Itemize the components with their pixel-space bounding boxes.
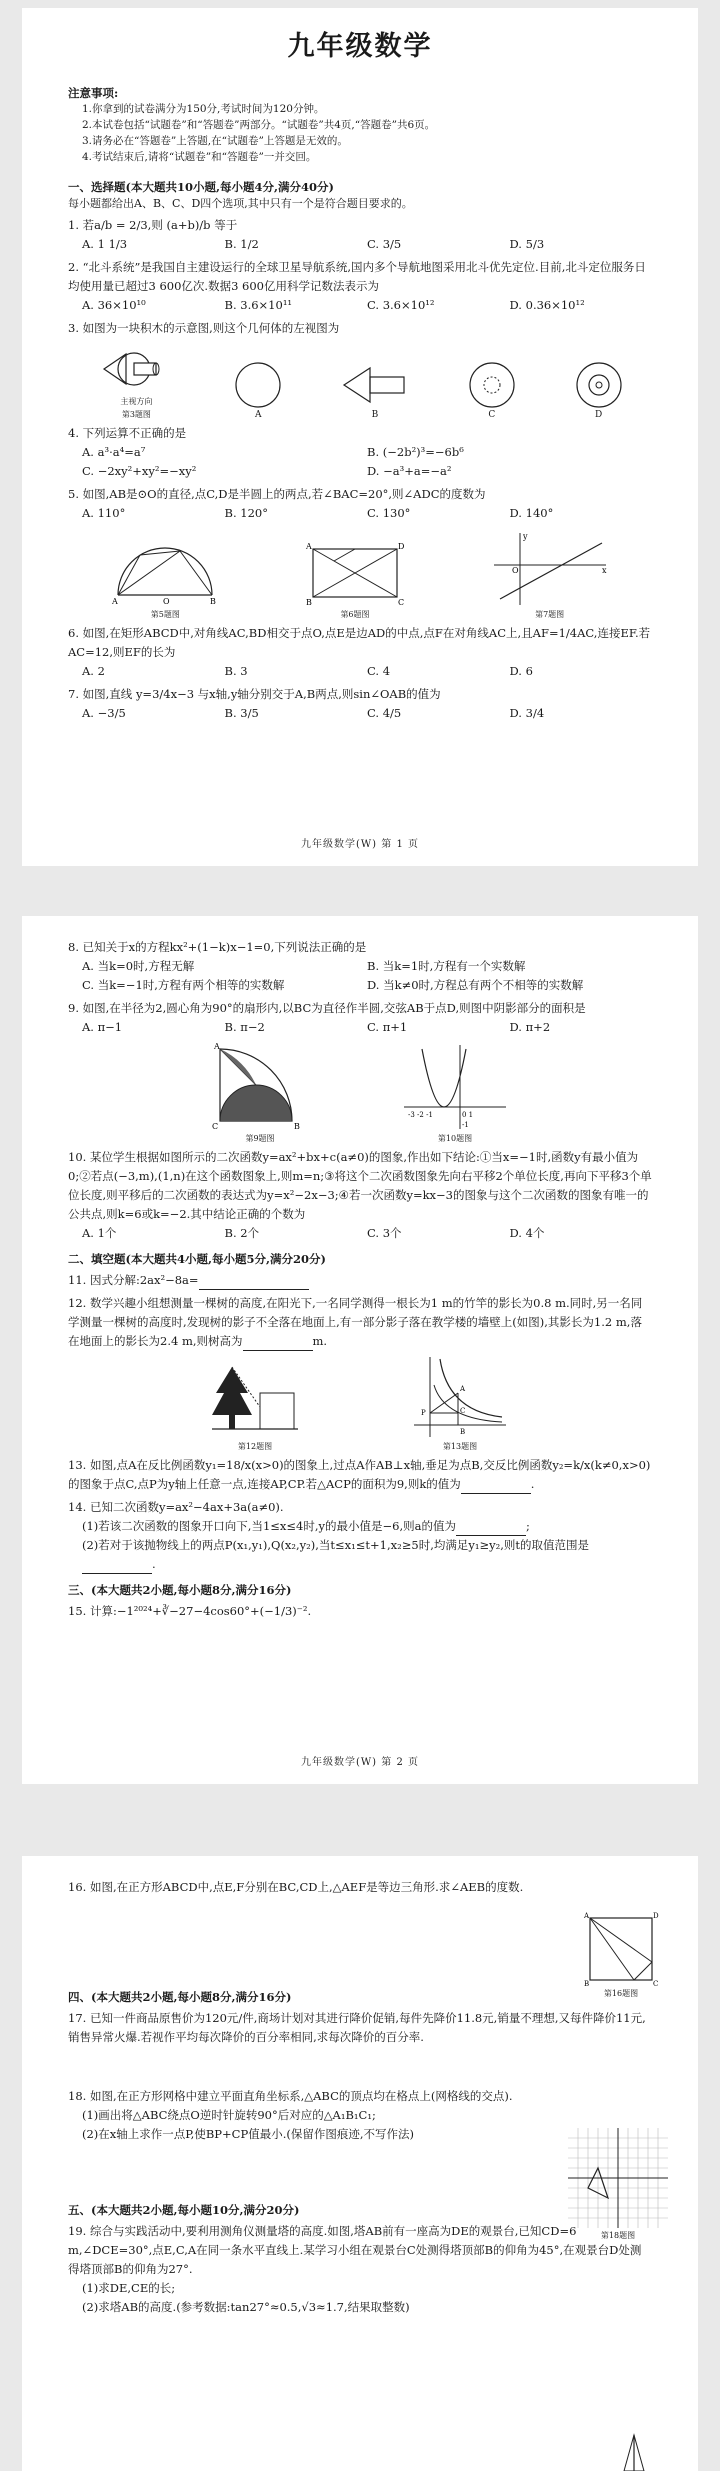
svg-text:C: C bbox=[460, 1407, 466, 1415]
notice-list bbox=[68, 101, 652, 165]
option: D. π+2 bbox=[509, 1020, 551, 1034]
option: A. 1 1/3 bbox=[82, 237, 128, 251]
option: C. 4 bbox=[367, 664, 391, 678]
question-10: 10. 某位学生根据如图所示的二次函数y=ax²+bx+c(a≠0)的图象,作出如下结论:①当x=−1时,函数y有最小值为0;②若点(−3,m),(1,n)在这个函数图象上,则m=n;③将这个二次函数图象先向右平移2个单位长度,再向下平移3个单位长度,则平移后的二次函数的表达式为y=x²−2x−3;④若一次函数y=kx−3的图象与这个二次函数的图象有唯一的公共点,则k=6或k=−2.其中结论正确的个数为 bbox=[68, 1150, 652, 1221]
svg-text:P: P bbox=[421, 1409, 426, 1417]
option: C. 4/5 bbox=[367, 706, 402, 720]
option-label: A bbox=[254, 410, 262, 420]
options-q1 bbox=[68, 235, 652, 254]
question-2: 2. “北斗系统”是我国自主建设运行的全球卫星导航系统,国内多个导航地图采用北斗优先定位.目前,北斗定位服务日均使用量已超过3 600亿次.数据3 600亿用科学记数法表示为 bbox=[68, 260, 646, 293]
option: B. 120° bbox=[224, 506, 268, 520]
tower-figure-partial bbox=[604, 2431, 664, 2471]
options-q7 bbox=[68, 704, 652, 723]
figure-option-c bbox=[467, 360, 517, 420]
option: D. 140° bbox=[509, 506, 554, 520]
option: B. 3/5 bbox=[224, 706, 259, 720]
question-14-part-1: (1)若该二次函数的图象开口向下,当1≤x≤4时,y的最小值是−6,则a的值为 ; bbox=[68, 1517, 652, 1536]
question-18: 18. 如图,在正方形网格中建立平面直角坐标系,△ABC的顶点均在格点上(网格线的交点). bbox=[68, 2089, 513, 2103]
option: C. π+1 bbox=[367, 1020, 408, 1034]
figure-12 bbox=[210, 1363, 300, 1452]
options-q10 bbox=[68, 1224, 652, 1243]
figure-caption: 第6题图 bbox=[340, 610, 370, 619]
figure-18 bbox=[568, 2128, 668, 2241]
option: B. (−2b²)³=−6b⁶ bbox=[367, 445, 464, 459]
svg-text:A: A bbox=[214, 1042, 220, 1051]
section-heading: 一、选择题(本大题共10小题,每小题4分,满分40分) bbox=[68, 180, 334, 194]
option: D. 6 bbox=[509, 664, 533, 678]
question-text: 11. 因式分解:2ax²−8a= bbox=[68, 1273, 199, 1287]
option: A. −3/5 bbox=[82, 706, 126, 720]
svg-text:C: C bbox=[397, 598, 405, 607]
answer-blank bbox=[199, 1277, 309, 1290]
question-18-part-1: (1)画出将△ABC绕点O逆时针旋转90°后对应的△A₁B₁C₁; bbox=[82, 2108, 376, 2122]
question-4: 4. 下列运算不正确的是 bbox=[68, 426, 187, 440]
option: B. 3.6×10¹¹ bbox=[224, 298, 293, 312]
svg-text:0 1: 0 1 bbox=[462, 1111, 474, 1119]
question-1: 1. 若a/b = 2/3,则 (a+b)/b 等于 bbox=[68, 218, 238, 232]
figure-option-a bbox=[233, 360, 283, 420]
figure-caption: 第9题图 bbox=[245, 1134, 275, 1143]
option-label: C bbox=[488, 410, 496, 420]
question-text: 12. 数学兴趣小组想测量一棵树的高度,在阳光下,一名同学测得一根长为1 m的竹竿的影长为0.8 m.同时,另一名同学测量一棵树的高度时,发现树的影子不全落在地面上,有一部分影子落在教学楼的墙壁上(如图),其影长为1.2 m,落在地面上的影长为2.4 m,则树高为 bbox=[68, 1296, 643, 1348]
svg-text:C: C bbox=[212, 1122, 219, 1131]
question-17: 17. 已知一件商品原售价为120元/件,商场计划对其进行降价促销,每件先降价11.8元,销量不理想,又每件降价11元,销售异常火爆.若视作平均每次降价的百分率相同,求每次降价的百分率. bbox=[68, 2011, 646, 2044]
section-heading: 四、(本大题共2小题,每小题8分,满分16分) bbox=[68, 1990, 292, 2004]
question-14: 14. 已知二次函数y=ax²−4ax+3a(a≠0). bbox=[68, 1500, 284, 1514]
question-6: 6. 如图,在矩形ABCD中,对角线AC,BD相交于点O,点E是边AD的中点,点F在对角线AC上,且AF=1/4AC,连接EF.若AC=12,则EF的长为 bbox=[68, 626, 651, 659]
option: A. 当k=0时,方程无解 bbox=[82, 959, 195, 973]
options-q8 bbox=[68, 957, 652, 995]
option: D. −a³+a=−a² bbox=[367, 464, 452, 478]
question-12 bbox=[68, 1294, 652, 1351]
svg-text:-3 -2 -1: -3 -2 -1 bbox=[408, 1111, 433, 1119]
exam-page-1 bbox=[22, 8, 698, 866]
notice-item: 4.考试结束后,请将“试题卷”和“答题卷”一并交回。 bbox=[82, 151, 317, 163]
figure-option-b bbox=[340, 360, 410, 420]
figure-caption: 第12题图 bbox=[237, 1442, 273, 1451]
option: D. 0.36×10¹² bbox=[509, 298, 585, 312]
figure-6 bbox=[305, 541, 405, 620]
exam-page-3 bbox=[22, 1856, 698, 2471]
exam-title: 九年级数学 bbox=[287, 31, 433, 62]
figure-10 bbox=[400, 1041, 510, 1144]
svg-text:B: B bbox=[584, 1980, 590, 1988]
svg-text:B: B bbox=[460, 1428, 466, 1436]
figures-q5-q7 bbox=[68, 531, 652, 620]
option: C. −2xy²+xy²=−xy² bbox=[82, 464, 197, 478]
notice-heading: 注意事项: bbox=[68, 86, 119, 100]
option: A. 36×10¹⁰ bbox=[82, 298, 146, 312]
option: A. a³·a⁴=a⁷ bbox=[82, 445, 146, 459]
figures-q9-q10 bbox=[68, 1041, 652, 1144]
question-text: (2)若对于该抛物线上的两点P(x₁,y₁),Q(x₂,y₂),当t≤x₁≤t+1,x₂≥5时,均满足y₁≥y₂,则t的取值范围是 bbox=[82, 1538, 589, 1552]
svg-text:A: A bbox=[584, 1912, 590, 1920]
option: C. 3/5 bbox=[367, 237, 402, 251]
block-figure bbox=[96, 342, 176, 396]
option-label: B bbox=[371, 410, 379, 420]
figures-q12-q13 bbox=[68, 1355, 652, 1452]
notice-item: 1.你拿到的试卷满分为150分,考试时间为120分钟。 bbox=[82, 103, 325, 115]
figures-q3 bbox=[68, 342, 652, 420]
option: A. 110° bbox=[82, 506, 126, 520]
section-heading: 二、填空题(本大题共4小题,每小题5分,满分20分) bbox=[68, 1252, 326, 1266]
figure-caption: 第3题图 bbox=[121, 410, 151, 419]
section-heading: 五、(本大题共2小题,每小题10分,满分20分) bbox=[68, 2203, 300, 2217]
figure-caption: 第16题图 bbox=[603, 1989, 639, 1998]
question-11 bbox=[68, 1271, 652, 1290]
figure-caption: 第18题图 bbox=[600, 2231, 636, 2240]
answer-blank bbox=[461, 1481, 531, 1494]
svg-text:y: y bbox=[522, 532, 528, 541]
notice-item: 3.请务必在“答题卷”上答题,在“试题卷”上答题是无效的。 bbox=[82, 135, 348, 147]
option: A. 2 bbox=[82, 664, 105, 678]
figure-caption: 第13题图 bbox=[442, 1442, 478, 1451]
svg-text:C: C bbox=[653, 1980, 659, 1988]
option: D. 4个 bbox=[509, 1226, 545, 1240]
option: B. 2个 bbox=[224, 1226, 260, 1240]
question-7: 7. 如图,直线 y=3/4x−3 与x轴,y轴分别交于A,B两点,则sin∠OAB的值为 bbox=[68, 687, 441, 701]
option: D. 5/3 bbox=[509, 237, 545, 251]
exam-page-2 bbox=[22, 916, 698, 1784]
svg-text:A: A bbox=[460, 1385, 466, 1393]
unit: m. bbox=[312, 1334, 328, 1348]
options-q2 bbox=[68, 296, 652, 315]
figure-caption: 第10题图 bbox=[437, 1134, 473, 1143]
option: A. 1个 bbox=[82, 1226, 117, 1240]
option: C. 3个 bbox=[367, 1226, 402, 1240]
svg-text:A: A bbox=[305, 542, 312, 551]
figure-block bbox=[96, 342, 176, 420]
options-q5 bbox=[68, 504, 652, 523]
svg-text:x: x bbox=[601, 566, 607, 575]
svg-text:O: O bbox=[163, 597, 170, 606]
option-label: D bbox=[594, 410, 603, 420]
option: D. 当k≠0时,方程总有两个不相等的实数解 bbox=[367, 978, 584, 992]
view-direction-label: 主视方向 bbox=[120, 397, 153, 406]
question-15: 15. 计算:−1²⁰²⁴+∛−27−4cos60°+(−1/3)⁻². bbox=[68, 1604, 312, 1618]
question-text: 13. 如图,点A在反比例函数y₁=18/x(x>0)的图象上,过点A作AB⊥x轴,垂足为点B,交反比例函数y₂=k/x(k≠0,x>0)的图象于点C,点P为y轴上任意一点,连接AP,CP.若△ACP的面积为9,则k的值为 bbox=[68, 1458, 651, 1491]
figure-caption: 第7题图 bbox=[535, 610, 565, 619]
figure-5 bbox=[110, 537, 220, 620]
option: B. 1/2 bbox=[224, 237, 259, 251]
page-footer: 九年级数学(W) 第 2 页 bbox=[301, 1757, 419, 1768]
question-text: (1)若该二次函数的图象开口向下,当1≤x≤4时,y的最小值是−6,则a的值为 bbox=[82, 1519, 456, 1533]
svg-text:D: D bbox=[397, 542, 405, 551]
svg-text:A: A bbox=[112, 597, 119, 606]
svg-text:B: B bbox=[305, 598, 312, 607]
option: B. 3 bbox=[224, 664, 248, 678]
option: B. 当k=1时,方程有一个实数解 bbox=[367, 959, 526, 973]
figure-caption: 第5题图 bbox=[150, 610, 180, 619]
svg-text:B: B bbox=[210, 597, 217, 606]
answer-blank bbox=[243, 1338, 313, 1351]
question-19: 19. 综合与实践活动中,要利用测角仪测量塔的高度.如图,塔AB前有一座高为DE的观景台,已知CD=6 m,∠DCE=30°,点E,C,A在同一条水平直线上.某学习小组在观景台C处测得塔顶部B的仰角为45°,在观景台D处测得塔顶部B的仰角为27°. bbox=[68, 2224, 642, 2276]
notice-item: 2.本试卷包括“试题卷”和“答题卷”两部分。“试题卷”共4页,“答题卷”共6页。 bbox=[82, 119, 436, 131]
option: C. 3.6×10¹² bbox=[367, 298, 435, 312]
svg-text:B: B bbox=[294, 1122, 300, 1131]
options-q6 bbox=[68, 662, 652, 681]
question-8: 8. 已知关于x的方程kx²+(1−k)x−1=0,下列说法正确的是 bbox=[68, 940, 367, 954]
svg-text:O: O bbox=[511, 566, 519, 575]
question-19-part-2: (2)求塔AB的高度.(参考数据:tan27°≈0.5,√3≈1.7,结果取整数) bbox=[82, 2300, 410, 2314]
question-9: 9. 如图,在半径为2,圆心角为90°的扇形内,以BC为直径作半圆,交弦AB于点D,则图中阴影部分的面积是 bbox=[68, 1001, 586, 1015]
option: A. π−1 bbox=[82, 1020, 123, 1034]
figure-option-d bbox=[574, 360, 624, 420]
option: C. 130° bbox=[367, 506, 411, 520]
figure-9 bbox=[210, 1041, 310, 1144]
figure-16 bbox=[584, 1912, 658, 1999]
page-footer: 九年级数学(W) 第 1 页 bbox=[301, 839, 419, 850]
options-q4 bbox=[68, 443, 652, 481]
options-q9 bbox=[68, 1018, 652, 1037]
svg-text:D: D bbox=[653, 1912, 659, 1920]
question-19-part-1: (1)求DE,CE的长; bbox=[82, 2281, 176, 2295]
question-3: 3. 如图为一块积木的示意图,则这个几何体的左视图为 bbox=[68, 321, 340, 335]
svg-text:-1: -1 bbox=[462, 1121, 469, 1129]
question-18-part-2: (2)在x轴上求作一点P,使BP+CP值最小.(保留作图痕迹,不写作法) bbox=[82, 2127, 414, 2141]
figure-13 bbox=[410, 1355, 510, 1452]
question-5: 5. 如图,AB是⊙O的直径,点C,D是半圆上的两点,若∠BAC=20°,则∠ADC的度数为 bbox=[68, 487, 486, 501]
option: B. π−2 bbox=[224, 1020, 265, 1034]
option: D. 3/4 bbox=[509, 706, 545, 720]
option: C. 当k=−1时,方程有两个相等的实数解 bbox=[82, 978, 285, 992]
question-14-part-2: (2)若对于该抛物线上的两点P(x₁,y₁),Q(x₂,y₂),当t≤x₁≤t+1,x₂≥5时,均满足y₁≥y₂,则t的取值范围是. bbox=[68, 1536, 652, 1574]
question-16: 16. 如图,在正方形ABCD中,点E,F分别在BC,CD上,△AEF是等边三角形.求∠AEB的度数. bbox=[68, 1880, 524, 1894]
answer-blank bbox=[82, 1561, 152, 1574]
figure-7 bbox=[490, 531, 610, 620]
answer-blank bbox=[456, 1523, 526, 1536]
section-heading: 三、(本大题共2小题,每小题8分,满分16分) bbox=[68, 1583, 292, 1597]
section-intro: 每小题都给出A、B、C、D四个选项,其中只有一个是符合题目要求的。 bbox=[68, 197, 413, 210]
question-13: 13. 如图,点A在反比例函数y₁=18/x(x>0)的图象上,过点A作AB⊥x轴,垂足为点B,交反比例函数y₂=k/x(k≠0,x>0)的图象于点C,点P为y轴上任意一点,连接AP,CP.若△ACP的面积为9,则k的值为 . bbox=[68, 1456, 652, 1494]
